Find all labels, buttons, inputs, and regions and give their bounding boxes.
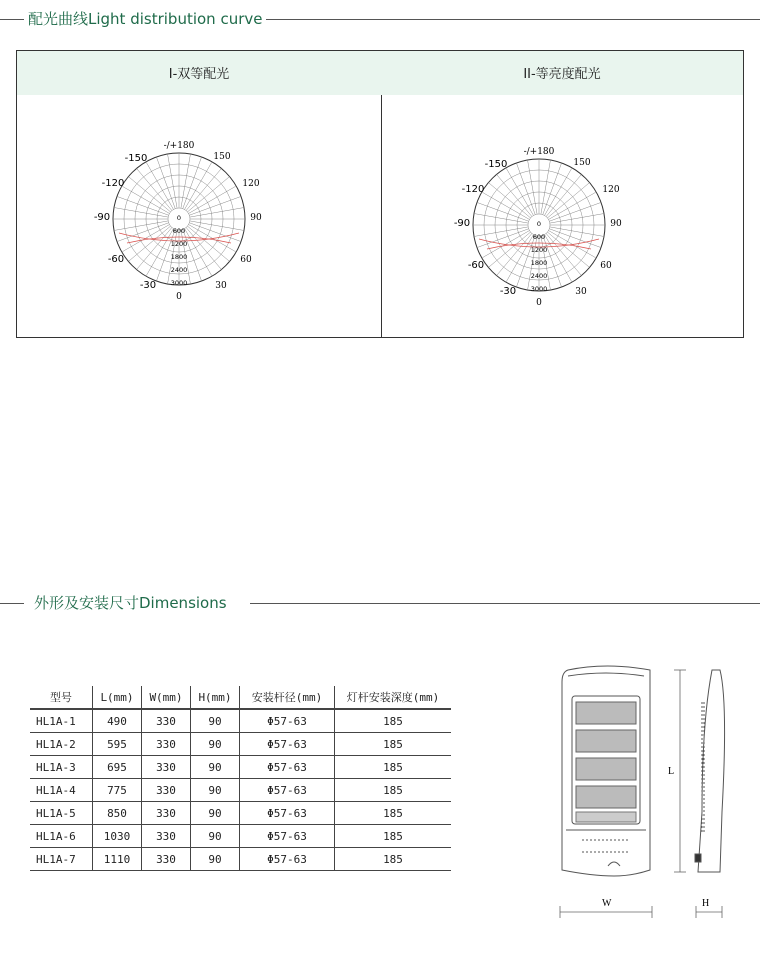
angle-label-m120: -120 [101,178,125,189]
angle-label-p60: 60 [600,261,612,271]
angle-label-m90: -90 [453,218,471,229]
cell-height: 90 [191,756,240,779]
polar-spoke [187,177,229,212]
table-row [30,848,451,871]
header-rule-right [266,19,760,20]
cell-install-depth: 185 [335,733,452,756]
angle-label-p90: 90 [610,219,622,229]
cell-model: HL1A-6 [30,825,93,848]
cell-pole-diameter: Φ57-63 [240,709,335,733]
cell-pole-diameter: Φ57-63 [240,756,335,779]
cell-install-depth: 185 [335,779,452,802]
dimension-label-width: W [602,898,612,909]
cell-length: 1030 [93,825,142,848]
angle-label-bottom: 0 [536,298,542,307]
table-row [30,779,451,802]
header-rule-left [0,603,24,604]
cell-height: 90 [191,825,240,848]
dimension-label-length: L [668,766,675,777]
light-curve-title: 配光曲线Light distribution curve [28,8,266,30]
polar-spoke [137,168,172,210]
cell-install-depth: 185 [335,848,452,871]
radial-label: 3000 [530,285,548,293]
angle-label-p120: 120 [242,179,260,189]
header-rule-left [0,19,24,20]
angle-label-top: -/+180 [163,141,195,151]
cell-model: HL1A-1 [30,709,93,733]
cell-install-depth: 185 [335,756,452,779]
lamp-dimension-drawing [552,662,742,922]
cell-model: HL1A-4 [30,779,93,802]
cell-width: 330 [142,709,191,733]
cell-length: 1110 [93,848,142,871]
cell-pole-diameter: Φ57-63 [240,733,335,756]
radial-label: 1200 [170,240,188,248]
cell-height: 90 [191,779,240,802]
cell-height: 90 [191,848,240,871]
col-header-install-depth: 灯杆安装深度(mm) [335,686,452,709]
col-header-length: L(mm) [93,686,142,709]
cell-width: 330 [142,779,191,802]
angle-label-m30: -30 [139,280,157,291]
polar-spoke [137,227,172,269]
angle-label-p30: 30 [215,281,227,291]
angle-label-m60: -60 [107,254,125,265]
col-header-model: 型号 [30,686,93,709]
angle-label-p60: 60 [240,255,252,265]
angle-label-p90: 90 [250,213,262,223]
radial-label: 1800 [530,259,548,267]
cell-length: 595 [93,733,142,756]
polar-diagram-left [93,137,273,301]
polar-spoke [546,233,581,275]
cell-model: HL1A-3 [30,756,93,779]
curve-header-right: II-等亮度配光 [381,51,743,95]
angle-label-m30: -30 [499,286,517,297]
cell-width: 330 [142,825,191,848]
polar-spoke [488,232,530,267]
cell-width: 330 [142,802,191,825]
table-row [30,733,451,756]
radial-label: 2400 [170,266,188,274]
radial-label: 1200 [530,246,548,254]
angle-label-p150: 150 [573,158,591,168]
cell-pole-diameter: Φ57-63 [240,825,335,848]
polar-spoke [128,226,170,261]
angle-label-p120: 120 [602,185,620,195]
dimensions-table [30,686,451,871]
table-header-row [30,686,451,709]
angle-label-p150: 150 [213,152,231,162]
table-row [30,756,451,779]
radial-label: 3000 [170,279,188,287]
dimensions-section-header [0,592,760,614]
angle-label-m60: -60 [467,260,485,271]
cell-pole-diameter: Φ57-63 [240,848,335,871]
radial-label: 1800 [170,253,188,261]
lamp-front-view [562,666,650,876]
col-header-width: W(mm) [142,686,191,709]
cell-model: HL1A-7 [30,848,93,871]
radial-label: 0 [536,220,542,228]
table-row [30,825,451,848]
polar-spoke [497,233,532,275]
curve-header-left: I-双等配光 [17,51,381,95]
cell-length: 695 [93,756,142,779]
polar-diagram-right [453,143,633,307]
cell-height: 90 [191,733,240,756]
angle-label-p30: 30 [575,287,587,297]
cell-pole-diameter: Φ57-63 [240,779,335,802]
polar-spoke [128,177,170,212]
angle-label-m150: -150 [484,159,508,170]
radial-label: 600 [532,233,546,241]
cell-install-depth: 185 [335,825,452,848]
cell-height: 90 [191,802,240,825]
angle-label-bottom: 0 [176,292,182,301]
cell-length: 850 [93,802,142,825]
light-curve-panel [16,50,744,338]
cell-model: HL1A-5 [30,802,93,825]
col-header-height: H(mm) [191,686,240,709]
cell-width: 330 [142,733,191,756]
polar-spoke [497,174,532,216]
header-rule-right [250,603,760,604]
dimension-label-height: H [702,898,710,909]
cell-length: 490 [93,709,142,733]
radial-label: 600 [172,227,186,235]
polar-spoke [547,232,589,267]
cell-install-depth: 185 [335,802,452,825]
angle-label-top: -/+180 [523,147,555,157]
cell-pole-diameter: Φ57-63 [240,802,335,825]
angle-label-m120: -120 [461,184,485,195]
cell-width: 330 [142,756,191,779]
angle-label-m90: -90 [93,212,111,223]
lamp-side-view [695,670,725,872]
cell-length: 775 [93,779,142,802]
dimensions-title: 外形及安装尺寸Dimensions [34,592,231,614]
light-curve-section-header [0,8,760,30]
curve-column-right [381,51,743,337]
polar-spoke [186,168,221,210]
angle-label-m150: -150 [124,153,148,164]
polar-spoke [187,226,229,261]
polar-spoke [547,183,589,218]
cell-height: 90 [191,709,240,733]
radial-label: 2400 [530,272,548,280]
table-row [30,709,451,733]
col-header-pole-diameter: 安装杆径(mm) [240,686,335,709]
cell-model: HL1A-2 [30,733,93,756]
polar-spoke [186,227,221,269]
cell-install-depth: 185 [335,709,452,733]
radial-label: 0 [176,214,182,222]
polar-spoke [546,174,581,216]
curve-column-left [17,51,382,337]
table-row [30,802,451,825]
polar-spoke [488,183,530,218]
cell-width: 330 [142,848,191,871]
